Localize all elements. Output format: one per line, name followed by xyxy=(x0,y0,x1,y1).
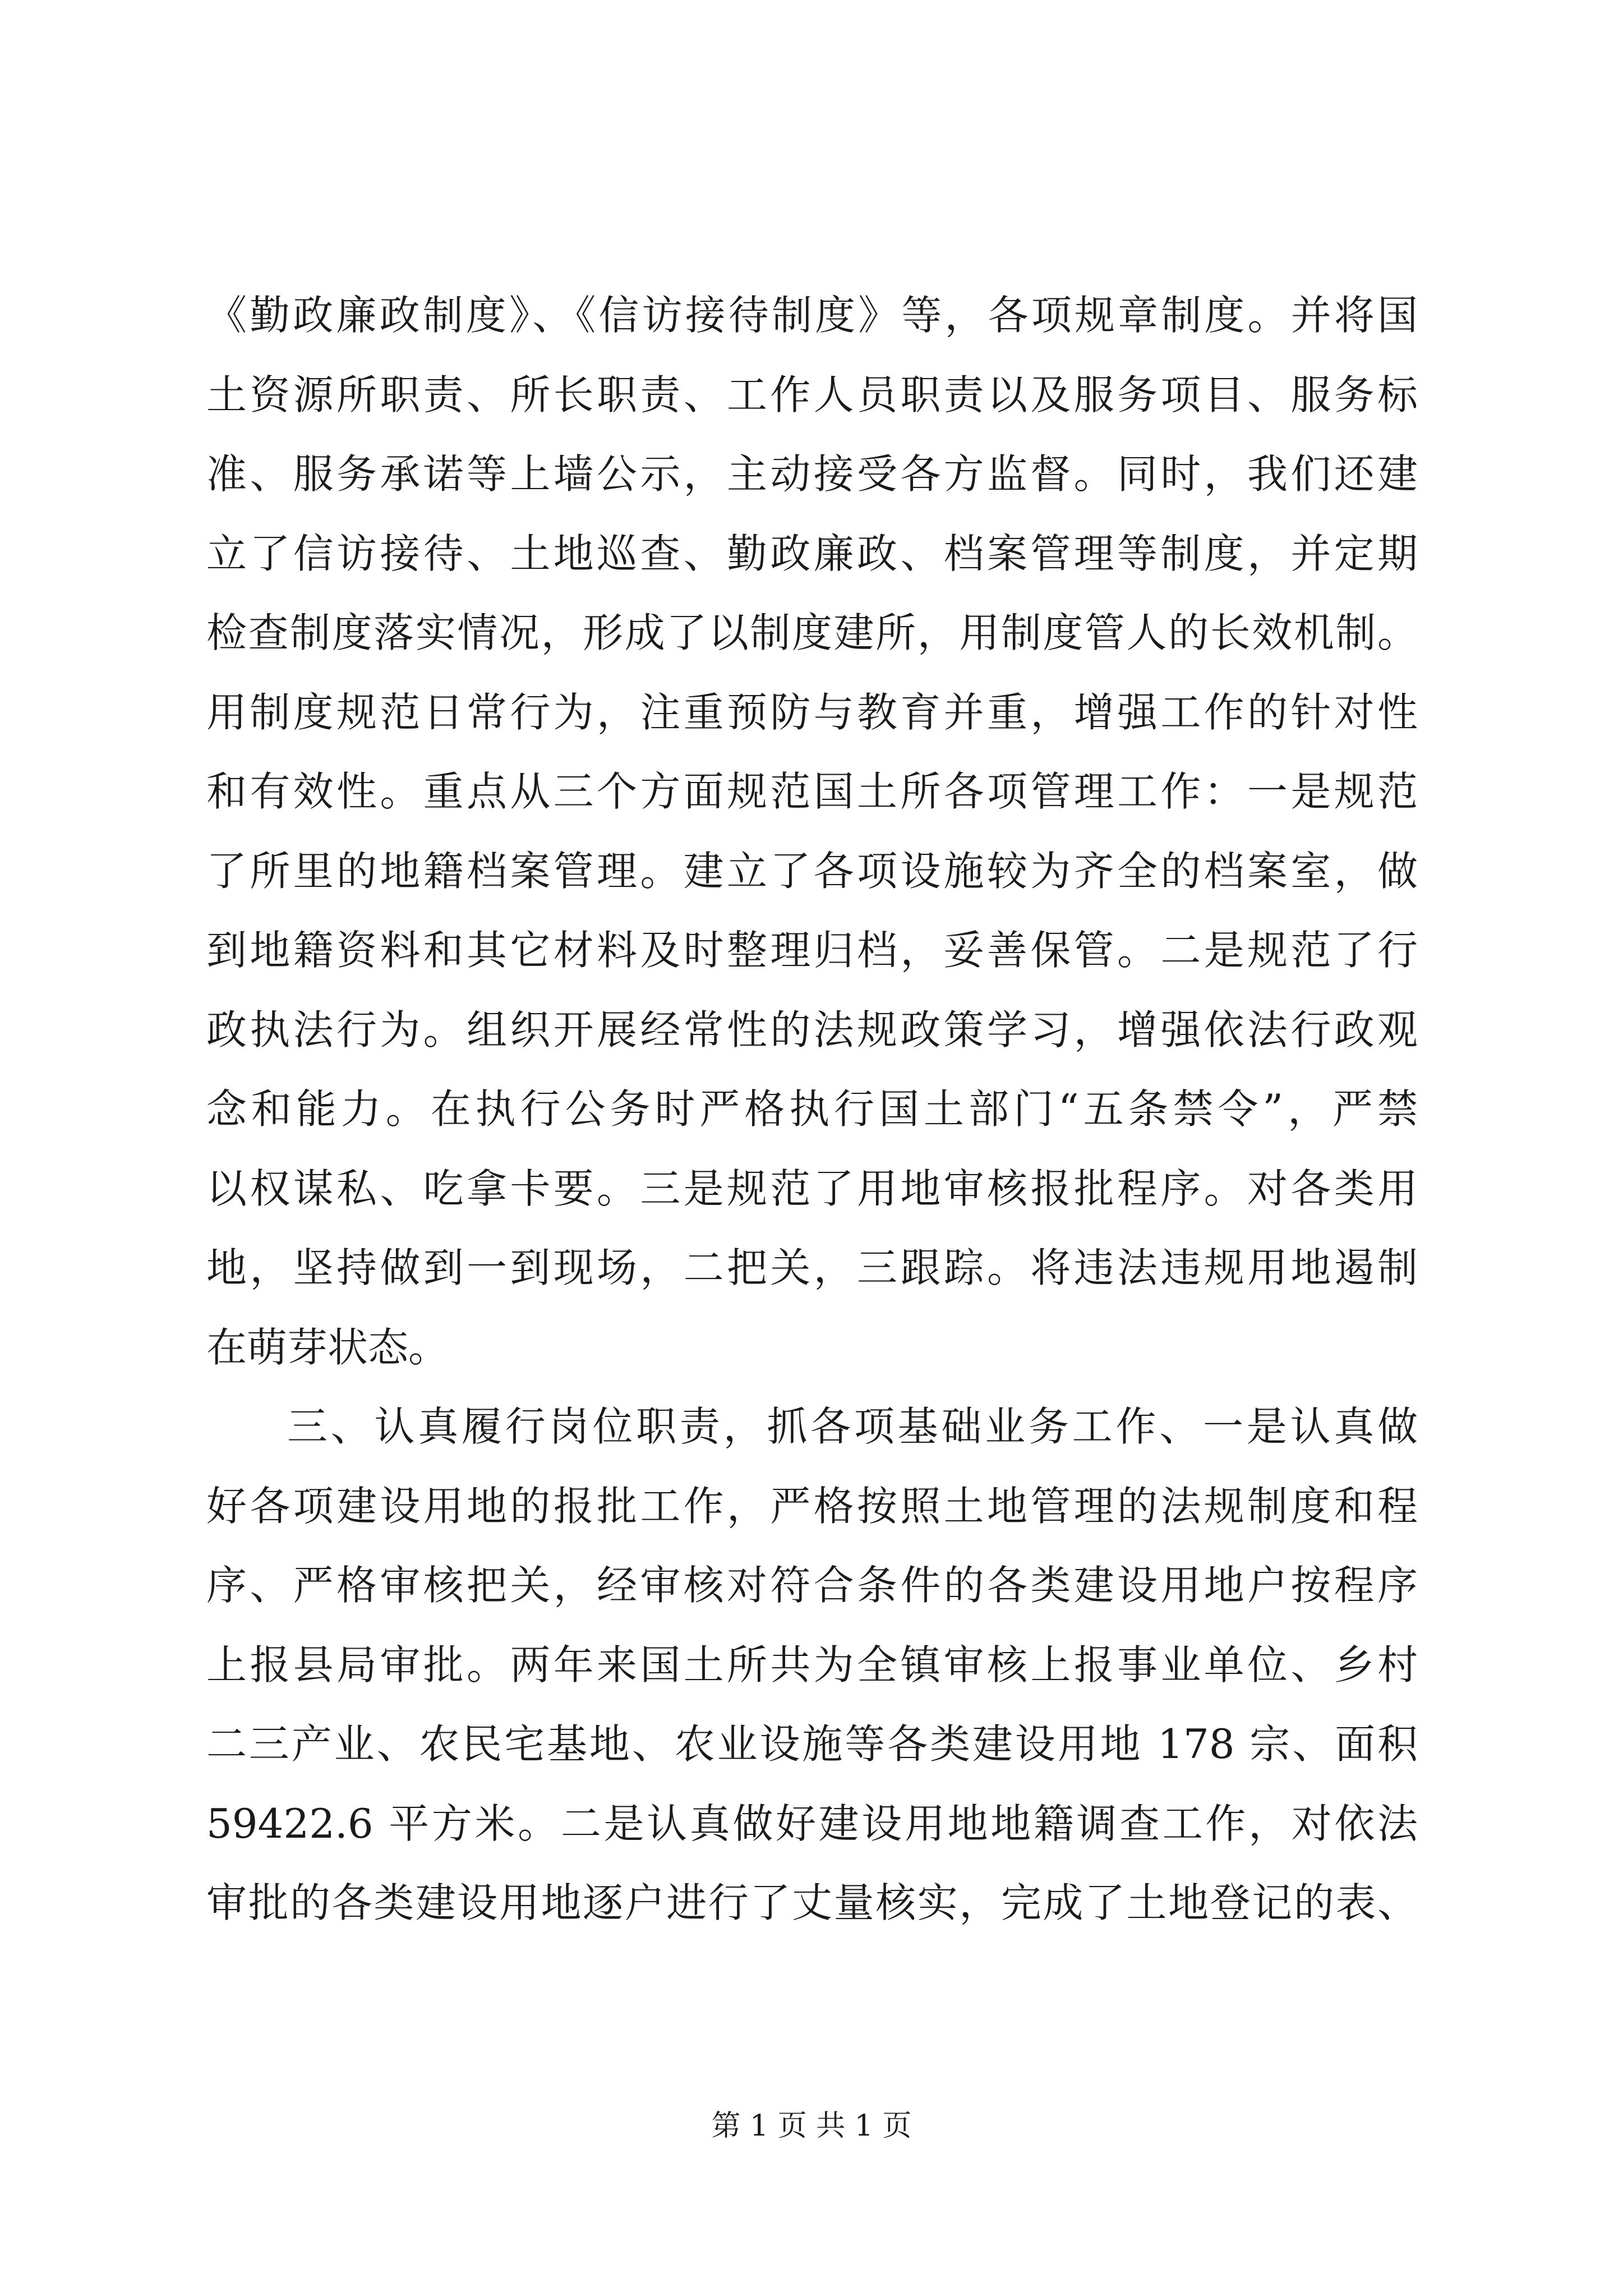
text-line: 《勤政廉政制度》、《信访接待制度》等，各项规章制度。并将国 xyxy=(206,292,1418,339)
paragraph-first-line: 三、认真履行岗位职责，抓各项基础业务工作、一是认真做 xyxy=(287,1403,1418,1450)
text-line: 上报县局审批。两年来国土所共为全镇审核上报事业单位、乡村 xyxy=(206,1641,1418,1688)
text-line: 到地籍资料和其它材料及时整理归档，妥善保管。二是规范了行 xyxy=(206,927,1418,974)
document-body xyxy=(206,276,1418,1943)
text-line: 序、严格审核把关，经审核对符合条件的各类建设用地户按程序 xyxy=(206,1562,1418,1609)
text-line: 在萌芽状态。 xyxy=(206,1323,449,1371)
text-line: 二三产业、农民宅基地、农业设施等各类建设用地 178 宗、面积 xyxy=(206,1720,1418,1768)
text-line: 了所里的地籍档案管理。建立了各项设施较为齐全的档案室，做 xyxy=(206,847,1418,895)
page-number-footer: 第 1 页 共 1 页 xyxy=(711,2109,912,2143)
text-line: 59422.6 平方米。二是认真做好建设用地地籍调查工作，对依法 xyxy=(206,1800,1418,1847)
text-line: 检查制度落实情况，形成了以制度建所，用制度管人的长效机制。 xyxy=(206,609,1418,656)
text-line: 准、服务承诺等上墙公示，主动接受各方监督。同时，我们还建 xyxy=(206,450,1418,498)
text-line: 政执法行为。组织开展经常性的法规政策学习，增强依法行政观 xyxy=(206,1006,1418,1053)
text-line: 土资源所职责、所长职责、工作人员职责以及服务项目、服务标 xyxy=(206,371,1418,418)
text-line: 审批的各类建设用地逐户进行了丈量核实，完成了土地登记的表、 xyxy=(206,1879,1418,1926)
text-line: 立了信访接待、土地巡查、勤政廉政、档案管理等制度，并定期 xyxy=(206,530,1418,577)
text-line: 以权谋私、吃拿卡要。三是规范了用地审核报批程序。对各类用 xyxy=(206,1165,1418,1212)
text-line: 地，坚持做到一到现场，二把关，三跟踪。将违法违规用地遏制 xyxy=(206,1244,1418,1291)
text-line: 念和能力。在执行公务时严格执行国土部门“五条禁令”，严禁 xyxy=(206,1085,1418,1133)
text-line: 和有效性。重点从三个方面规范国土所各项管理工作：一是规范 xyxy=(206,768,1418,815)
text-line: 用制度规范日常行为，注重预防与教育并重，增强工作的针对性 xyxy=(206,688,1418,736)
text-line: 好各项建设用地的报批工作，严格按照土地管理的法规制度和程 xyxy=(206,1482,1418,1530)
